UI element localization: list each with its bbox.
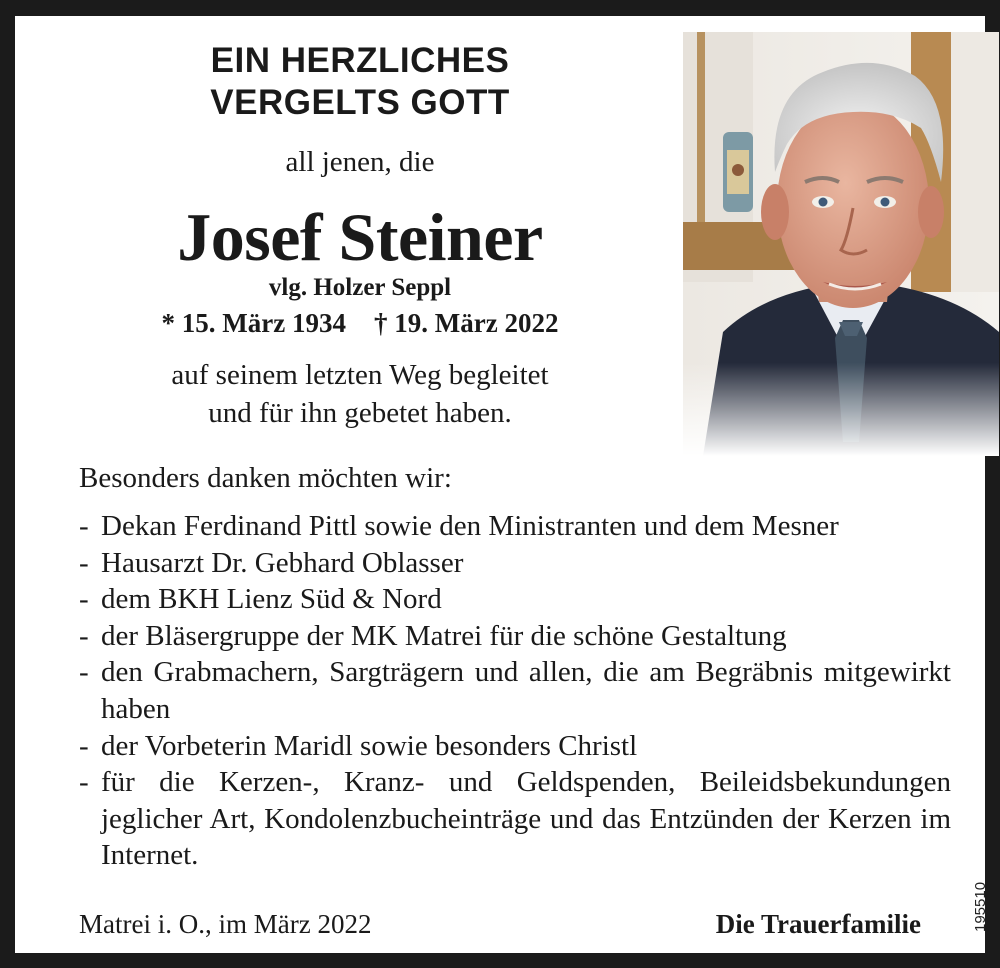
- place-and-date: Matrei i. O., im März 2022: [79, 909, 372, 939]
- bullet-dash: -: [79, 766, 89, 799]
- ad-code: 195510: [972, 881, 989, 932]
- bullet-dash: -: [79, 583, 89, 616]
- closing-intro-line-1: auf seinem letzten Weg begleitet: [171, 359, 549, 391]
- list-item-text: Dekan Ferdinand Pittl sowie den Ministranten und dem Mesner: [101, 510, 839, 542]
- list-item: [79, 545, 951, 582]
- deceased-name: Josef Steiner: [177, 199, 543, 275]
- headline-line-2: VERGELTS GOTT: [210, 83, 510, 122]
- list-item: [79, 618, 951, 655]
- bullet-dash: -: [79, 729, 89, 762]
- list-item-text: der Bläsergruppe der MK Matrei für die schöne Gestaltung: [101, 619, 787, 652]
- thanks-list: [79, 508, 951, 874]
- bullet-dash: -: [79, 656, 89, 689]
- death-date: † 19. März 2022: [374, 308, 559, 338]
- list-item-text: dem BKH Lienz Süd & Nord: [101, 583, 442, 616]
- closing-intro: [105, 356, 615, 432]
- list-item: [79, 728, 951, 765]
- bullet-dash: -: [79, 619, 89, 652]
- portrait-photo-icon: [683, 32, 999, 456]
- list-item-text: Hausarzt Dr. Gebhard Oblasser: [101, 546, 464, 579]
- intro-text: all jenen, die: [285, 146, 435, 178]
- headline-line-1: EIN HERZLICHES: [210, 41, 510, 80]
- list-item-text: den Grabmachern, Sargträgern und allen, die am Begräbnis mitgewirkt haben: [101, 656, 951, 725]
- thanks-heading: Besonders danken möchten wir:: [79, 462, 452, 494]
- list-item: [79, 654, 951, 727]
- birth-date: * 15. März 1934: [161, 308, 346, 338]
- list-item: [79, 581, 951, 618]
- signature: Die Trauerfamilie: [715, 909, 921, 939]
- bullet-dash: -: [79, 510, 89, 542]
- life-dates: [105, 308, 615, 339]
- list-item-text: für die Kerzen-, Kranz- und Geldspenden, Beileidsbekundungen jeglicher Art, Kondolenzbucheinträge und das Entzünden der Kerzen im Internet.: [101, 766, 951, 872]
- list-item-text: der Vorbeterin Maridl sowie besonders Christl: [101, 729, 638, 762]
- closing-intro-line-2: und für ihn gebetet haben.: [208, 397, 512, 429]
- list-item: [79, 764, 951, 874]
- headline: [105, 40, 615, 124]
- deceased-nickname: vlg. Holzer Seppl: [268, 274, 452, 301]
- list-item: [79, 508, 951, 545]
- bullet-dash: -: [79, 546, 89, 579]
